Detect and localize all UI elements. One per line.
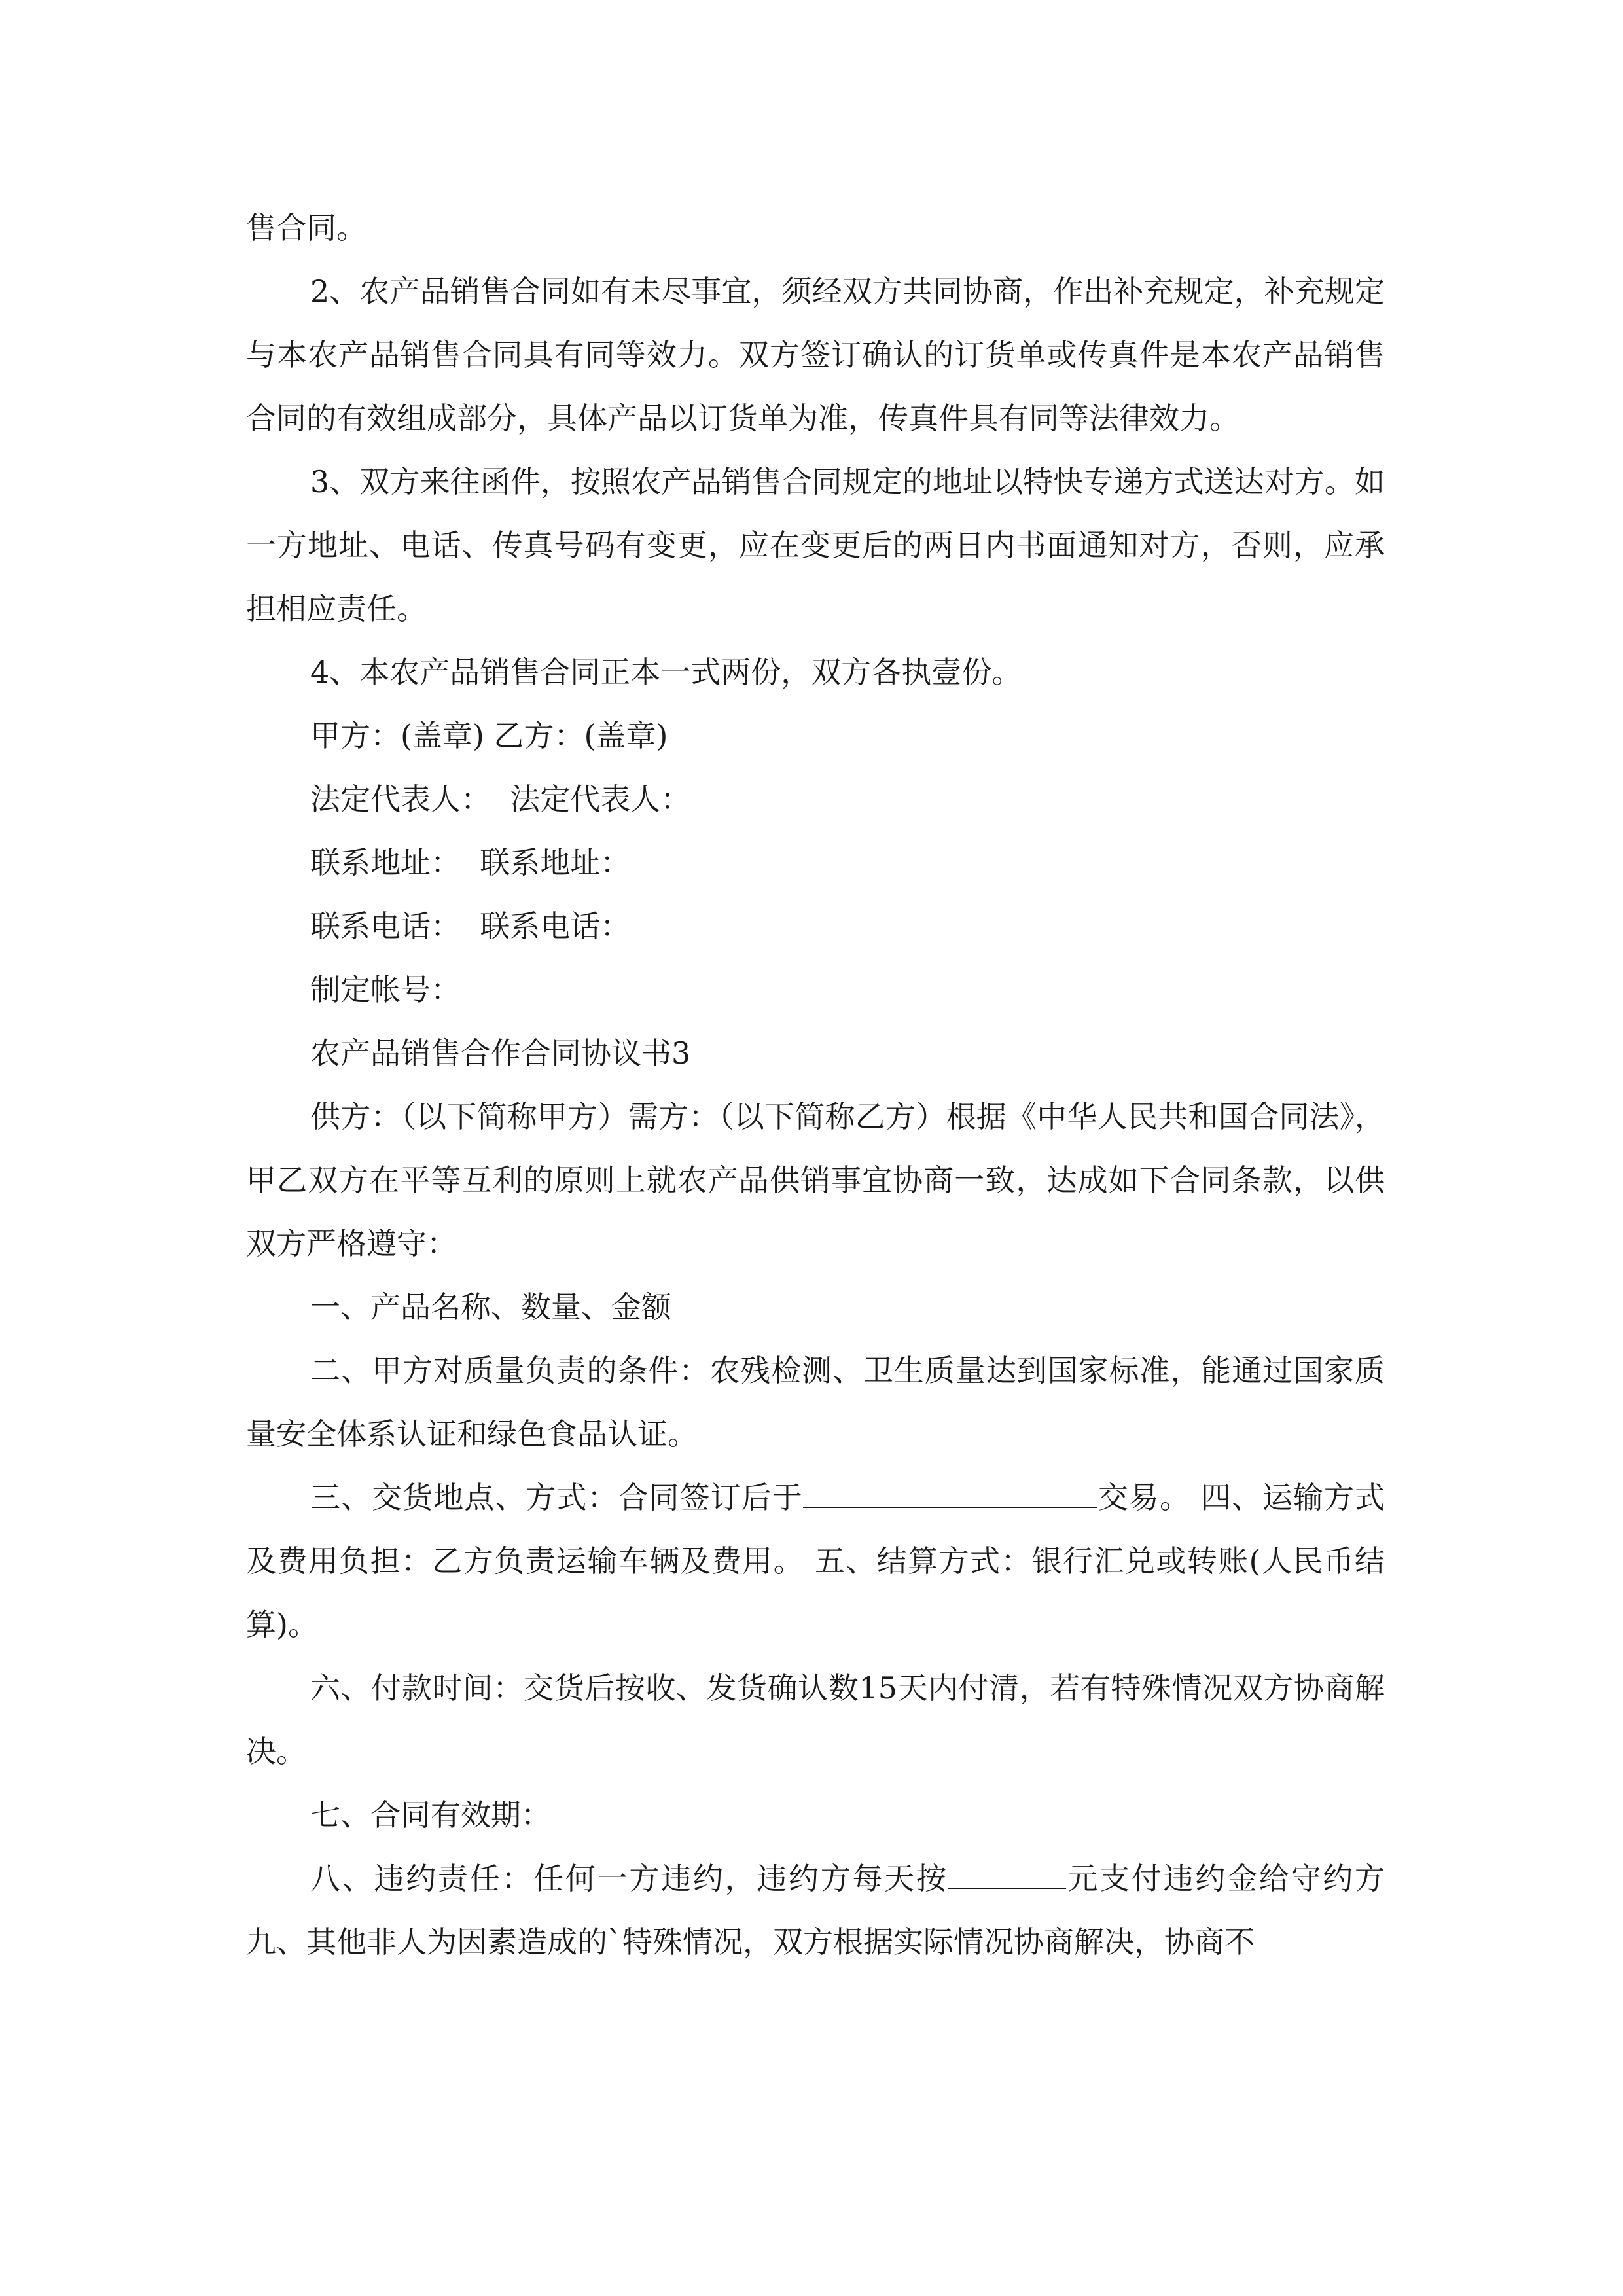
paragraph-continuation: 售合同。 [246, 210, 366, 245]
item-3-text-after: 交易。 四、运输方式及费用负担：乙方负责运输车辆及费用。 五、结算方式：银行汇兑或转账(人民币结算)。 [246, 1480, 1385, 1642]
contract-item-6: 六、付款时间：交货后按收、发货确认数15天内付清，若有特殊情况双方协商解决。 [246, 1670, 1385, 1769]
contract-3-intro: 供方：（以下简称甲方）需方：（以下简称乙方）根据《中华人民共和国合同法》，甲乙双方在平等互利的原则上就农产品供销事宜协商一致，达成如下合同条款，以供双方严格遵守： [246, 1099, 1385, 1261]
item-8-text-before: 八、违约责任：任何一方违约，违约方每天按 [310, 1861, 948, 1896]
contract-item-7: 七、合同有效期： [310, 1797, 551, 1833]
document-body [246, 196, 1385, 1974]
contract-item-3 [246, 1466, 1385, 1657]
signature-legal-representative: 法定代表人： 法定代表人： [310, 781, 691, 817]
contract-item-1: 一、产品名称、数量、金额 [310, 1289, 671, 1325]
signature-parties: 甲方：(盖章) 乙方：(盖章) [310, 718, 668, 753]
delivery-date-blank [803, 1480, 1097, 1508]
item-8-text-after: 元支付违约金给守约方九、其他非人为因素造成的`特殊情况，双方根据实际情况协商解决，协商不 [246, 1861, 1385, 1960]
contract-item-8 [246, 1847, 1385, 1974]
item-3-text-before: 三、交货地点、方式：合同签订后于 [310, 1480, 803, 1515]
penalty-amount-blank [948, 1861, 1066, 1889]
paragraph-clause-4: 4、本农产品销售合同正本一式两份，双方各执壹份。 [310, 655, 1022, 690]
signature-phone: 联系电话： 联系电话： [310, 908, 631, 944]
contract-3-title: 农产品销售合作合同协议书3 [310, 1035, 691, 1071]
contract-item-2: 二、甲方对质量负责的条件：农残检测、卫生质量达到国家标准，能通过国家质量安全体系认证和绿色食品认证。 [246, 1353, 1385, 1452]
paragraph-clause-2: 2、农产品销售合同如有未尽事宜，须经双方共同协商，作出补充规定，补充规定与本农产品销售合同具有同等效力。双方签订确认的订货单或传真件是本农产品销售合同的有效组成部分，具体产品以订货单为准，传真件具有同等法律效力。 [246, 274, 1385, 436]
signature-address: 联系地址： 联系地址： [310, 845, 631, 880]
signature-account: 制定帐号： [310, 972, 461, 1007]
paragraph-clause-3: 3、双方来往函件，按照农产品销售合同规定的地址以特快专递方式送达对方。如一方地址、电话、传真号码有变更，应在变更后的两日内书面通知对方，否则，应承担相应责任。 [246, 464, 1385, 626]
